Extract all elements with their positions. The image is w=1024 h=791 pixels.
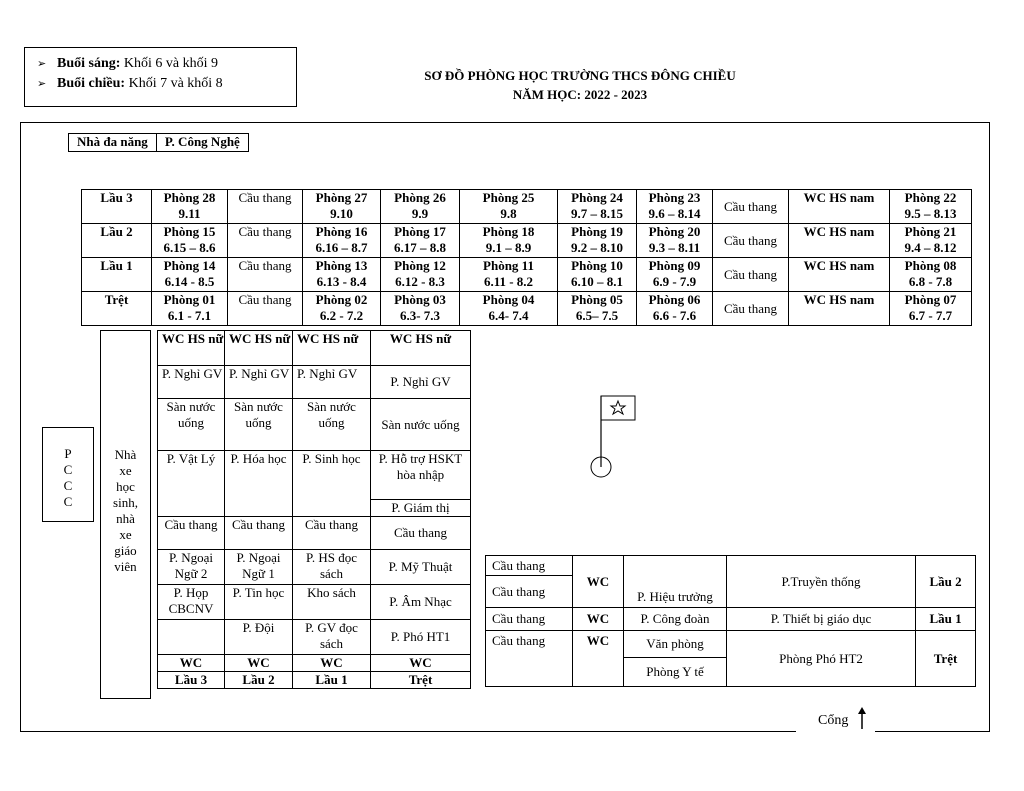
water-station: Sàn nước uống bbox=[158, 399, 225, 451]
room-classes: 9.8 bbox=[500, 206, 517, 221]
wc-girls-cell: WC HS nữ bbox=[158, 331, 225, 366]
stairs-cell: Cầu thang bbox=[371, 517, 471, 550]
art-room: P. Mỹ Thuật bbox=[371, 550, 471, 585]
classroom-cell bbox=[890, 292, 972, 326]
wc-cell: WC bbox=[293, 655, 371, 672]
room-classes: 9.1 – 8.9 bbox=[485, 240, 532, 255]
tradition-room: P.Truyền thống bbox=[727, 556, 916, 608]
book-storage: Kho sách bbox=[293, 585, 371, 620]
youth-union-room: P. Đội bbox=[225, 620, 293, 655]
room-number: Phòng 10 bbox=[571, 258, 623, 273]
stairs-cell: Cầu thang bbox=[486, 576, 573, 608]
floor-label: Lầu 3 bbox=[82, 190, 152, 224]
room-number: Phòng 21 bbox=[904, 224, 957, 239]
title-line-2: NĂM HỌC: 2022 - 2023 bbox=[512, 87, 648, 102]
classroom-cell bbox=[890, 224, 972, 258]
room-classes: 6.2 - 7.2 bbox=[319, 308, 364, 323]
floor-label: Trệt bbox=[371, 672, 471, 689]
water-station: Sàn nước uống bbox=[371, 399, 471, 451]
room-number: Phòng 16 bbox=[315, 224, 368, 239]
parking-area: Nhà xe học sinh, nhà xe giáo viên bbox=[100, 330, 151, 699]
staff-meeting-room: P. Họp CBCNV bbox=[158, 585, 225, 620]
room-classes: 9.3 – 8.11 bbox=[648, 240, 701, 255]
classroom-cell bbox=[381, 258, 460, 292]
room-classes: 9.9 bbox=[411, 206, 429, 221]
room-number: Phòng 17 bbox=[394, 224, 446, 239]
classroom-cell bbox=[152, 292, 228, 326]
floor-label: Lầu 1 bbox=[82, 258, 152, 292]
floor-label: Lầu 2 bbox=[82, 224, 152, 258]
room-classes: 9.2 – 8.10 bbox=[571, 240, 623, 255]
room-number: Phòng 02 bbox=[315, 292, 368, 307]
room-number: Phòng 05 bbox=[571, 292, 623, 307]
room-classes: 6.12 - 8.3 bbox=[395, 274, 445, 289]
reading-room-students: P. HS đọc sách bbox=[293, 550, 371, 585]
room-number: Phòng 08 bbox=[904, 258, 957, 273]
gate-label: Cổng bbox=[818, 713, 849, 728]
teacher-rest-room: P. Nghỉ GV bbox=[293, 366, 371, 399]
flag-pole-icon bbox=[585, 395, 645, 485]
teacher-rest-room: P. Nghỉ GV bbox=[371, 366, 471, 399]
room-number: Phòng 14 bbox=[163, 258, 216, 273]
floor-label: Lầu 2 bbox=[225, 672, 293, 689]
room-number: Phòng 04 bbox=[482, 292, 535, 307]
stairs-cell: Cầu thang bbox=[228, 258, 303, 292]
physics-lab: P. Vật Lý bbox=[158, 451, 225, 517]
room-number: Phòng 27 bbox=[315, 190, 368, 205]
room-technology: P. Công Nghệ bbox=[156, 134, 248, 152]
foreign-language-2-room: P. Ngoại Ngữ 2 bbox=[158, 550, 225, 585]
room-classes: 9.7 – 8.15 bbox=[571, 206, 623, 221]
wc-cell: WC bbox=[573, 631, 624, 687]
room-number: Phòng 06 bbox=[648, 292, 701, 307]
room-classes: 9.6 – 8.14 bbox=[648, 206, 701, 221]
stairs-cell: Cầu thang bbox=[228, 190, 303, 224]
classroom-cell bbox=[381, 190, 460, 224]
classroom-cell bbox=[637, 190, 713, 224]
floor-row bbox=[82, 258, 972, 292]
teacher-reading-room: P. GV đọc sách bbox=[293, 620, 371, 655]
stairs-cell: Cầu thang bbox=[158, 517, 225, 550]
floor-label: Lầu 3 bbox=[158, 672, 225, 689]
left-building-table bbox=[157, 330, 471, 689]
wc-cell: WC bbox=[573, 608, 624, 631]
wc-cell: WC bbox=[225, 655, 293, 672]
room-classes: 6.15 – 8.6 bbox=[163, 240, 216, 255]
classroom-cell bbox=[460, 258, 558, 292]
empty-cell bbox=[158, 620, 225, 655]
medical-room: Phòng Y tế bbox=[624, 658, 727, 687]
room-number: Phòng 20 bbox=[648, 224, 701, 239]
floor-label: Lầu 2 bbox=[916, 556, 976, 608]
classroom-cell bbox=[890, 190, 972, 224]
room-classes: 9.10 bbox=[330, 206, 353, 221]
stairs-cell: Cầu thang bbox=[228, 224, 303, 258]
floor-label: Lầu 1 bbox=[916, 608, 976, 631]
stairs-cell: Cầu thang bbox=[713, 224, 789, 258]
classroom-cell bbox=[460, 292, 558, 326]
room-classes: 6.16 – 8.7 bbox=[315, 240, 368, 255]
room-number: Phòng 25 bbox=[482, 190, 535, 205]
room-classes: 6.14 - 8.5 bbox=[164, 274, 215, 289]
classroom-cell bbox=[890, 258, 972, 292]
room-number: Phòng 15 bbox=[163, 224, 216, 239]
room-classes: 6.6 - 7.6 bbox=[652, 308, 697, 323]
floor-label: Lầu 1 bbox=[293, 672, 371, 689]
classroom-cell bbox=[558, 224, 637, 258]
classroom-cell bbox=[460, 190, 558, 224]
stairs-cell: Cầu thang bbox=[293, 517, 371, 550]
floor-label: Trệt bbox=[916, 631, 976, 687]
room-classes: 9.4 – 8.12 bbox=[904, 240, 957, 255]
room-classes: 6.5– 7.5 bbox=[575, 308, 619, 323]
computer-room: P. Tin học bbox=[225, 585, 293, 620]
chemistry-lab: P. Hóa học bbox=[225, 451, 293, 517]
fire-safety-room: P C C C bbox=[42, 427, 94, 522]
supervisor-room: P. Giám thị bbox=[371, 500, 471, 517]
wc-boys-cell: WC HS nam bbox=[789, 292, 890, 326]
campus-boundary-bottom-left bbox=[20, 731, 796, 732]
stairs-cell: Cầu thang bbox=[228, 292, 303, 326]
room-classes: 9.11 bbox=[178, 206, 201, 221]
wc-cell: WC bbox=[371, 655, 471, 672]
wc-cell: WC bbox=[573, 556, 624, 608]
stairs-cell: Cầu thang bbox=[486, 556, 573, 576]
wc-girls-cell: WC HS nữ bbox=[293, 331, 371, 366]
office-room: Văn phòng bbox=[624, 631, 727, 658]
stairs-cell: Cầu thang bbox=[225, 517, 293, 550]
classroom-cell bbox=[303, 190, 381, 224]
room-number: Phòng 11 bbox=[483, 258, 534, 273]
teacher-rest-room: P. Nghỉ GV bbox=[225, 366, 293, 399]
room-classes: 6.11 - 8.2 bbox=[483, 274, 534, 289]
room-number: Phòng 13 bbox=[315, 258, 368, 273]
classroom-cell bbox=[303, 292, 381, 326]
wc-girls-cell: WC HS nữ bbox=[225, 331, 293, 366]
room-number: Phòng 12 bbox=[394, 258, 446, 273]
classroom-cell bbox=[460, 224, 558, 258]
room-classes: 6.9 - 7.9 bbox=[652, 274, 697, 289]
classroom-cell bbox=[637, 258, 713, 292]
classroom-cell bbox=[303, 258, 381, 292]
music-room: P. Âm Nhạc bbox=[371, 585, 471, 620]
teacher-rest-room: P. Nghỉ GV bbox=[158, 366, 225, 399]
classroom-cell bbox=[152, 258, 228, 292]
classroom-cell bbox=[558, 258, 637, 292]
classroom-cell bbox=[637, 224, 713, 258]
union-room: P. Công đoàn bbox=[624, 608, 727, 631]
room-multipurpose-hall: Nhà đa năng bbox=[69, 134, 157, 152]
room-classes: 6.3- 7.3 bbox=[399, 308, 441, 323]
multipurpose-rooms-table bbox=[68, 133, 249, 152]
room-classes: 6.8 - 7.8 bbox=[908, 274, 953, 289]
wc-girls-cell: WC HS nữ bbox=[371, 331, 471, 366]
stairs-cell: Cầu thang bbox=[713, 258, 789, 292]
wc-boys-cell: WC HS nam bbox=[789, 190, 890, 224]
gate-arrow-icon bbox=[856, 707, 868, 734]
wc-boys-cell: WC HS nam bbox=[789, 224, 890, 258]
biology-lab: P. Sinh học bbox=[293, 451, 371, 517]
classroom-cell bbox=[303, 224, 381, 258]
classroom-cell bbox=[152, 224, 228, 258]
room-classes: 6.17 – 8.8 bbox=[394, 240, 446, 255]
foreign-language-1-room: P. Ngoại Ngữ 1 bbox=[225, 550, 293, 585]
legend-morning: ➢ Buổi sáng: Khối 6 và khối 9 bbox=[37, 54, 296, 74]
room-classes: 6.13 - 8.4 bbox=[316, 274, 367, 289]
equipment-room: P. Thiết bị giáo dục bbox=[727, 608, 916, 631]
shift-legend bbox=[24, 47, 297, 107]
vice-principal-1-room: P. Phó HT1 bbox=[371, 620, 471, 655]
floor-row bbox=[82, 224, 972, 258]
water-station: Sàn nước uống bbox=[293, 399, 371, 451]
stairs-cell: Cầu thang bbox=[713, 292, 789, 326]
room-classes: 6.10 – 8.1 bbox=[571, 274, 623, 289]
room-number: Phòng 26 bbox=[394, 190, 446, 205]
vice-principal-2-room: Phòng Phó HT2 bbox=[727, 631, 916, 687]
classroom-cell bbox=[381, 292, 460, 326]
title-line-1: SƠ ĐỒ PHÒNG HỌC TRƯỜNG THCS ĐÔNG CHIỀU bbox=[424, 68, 736, 83]
stairs-cell: Cầu thang bbox=[486, 608, 573, 631]
room-classes: 9.5 – 8.13 bbox=[904, 206, 957, 221]
water-station: Sàn nước uống bbox=[225, 399, 293, 451]
room-classes: 6.1 - 7.1 bbox=[167, 308, 212, 323]
legend-afternoon: ➢ Buổi chiều: Khối 7 và khối 8 bbox=[37, 74, 296, 94]
classroom-cell bbox=[558, 292, 637, 326]
document-title bbox=[380, 66, 780, 104]
inclusive-support-room: P. Hỗ trợ HSKT hòa nhập bbox=[371, 451, 471, 500]
classroom-cell bbox=[152, 190, 228, 224]
classroom-cell bbox=[637, 292, 713, 326]
room-number: Phòng 23 bbox=[648, 190, 701, 205]
room-number: Phòng 24 bbox=[571, 190, 623, 205]
room-classes: 6.7 - 7.7 bbox=[908, 308, 953, 323]
room-number: Phòng 07 bbox=[904, 292, 957, 307]
stairs-cell: Cầu thang bbox=[713, 190, 789, 224]
arrow-bullet-icon: ➢ bbox=[37, 78, 47, 90]
admin-building-table bbox=[485, 555, 976, 687]
stairs-cell: Cầu thang bbox=[486, 631, 573, 687]
arrow-bullet-icon: ➢ bbox=[37, 58, 47, 70]
floor-row bbox=[82, 292, 972, 326]
principal-room: P. Hiệu trưởng bbox=[624, 556, 727, 608]
room-number: Phòng 28 bbox=[163, 190, 216, 205]
campus-boundary-bottom-right bbox=[875, 731, 990, 732]
classroom-cell bbox=[558, 190, 637, 224]
room-classes: 6.4- 7.4 bbox=[488, 308, 529, 323]
room-number: Phòng 18 bbox=[482, 224, 535, 239]
floor-row bbox=[82, 190, 972, 224]
floor-label: Trệt bbox=[82, 292, 152, 326]
room-number: Phòng 19 bbox=[571, 224, 623, 239]
wc-boys-cell: WC HS nam bbox=[789, 258, 890, 292]
room-number: Phòng 09 bbox=[648, 258, 701, 273]
wc-cell: WC bbox=[158, 655, 225, 672]
room-number: Phòng 03 bbox=[394, 292, 446, 307]
main-building-table bbox=[81, 189, 972, 326]
room-number: Phòng 22 bbox=[904, 190, 957, 205]
classroom-cell bbox=[381, 224, 460, 258]
room-number: Phòng 01 bbox=[163, 292, 216, 307]
